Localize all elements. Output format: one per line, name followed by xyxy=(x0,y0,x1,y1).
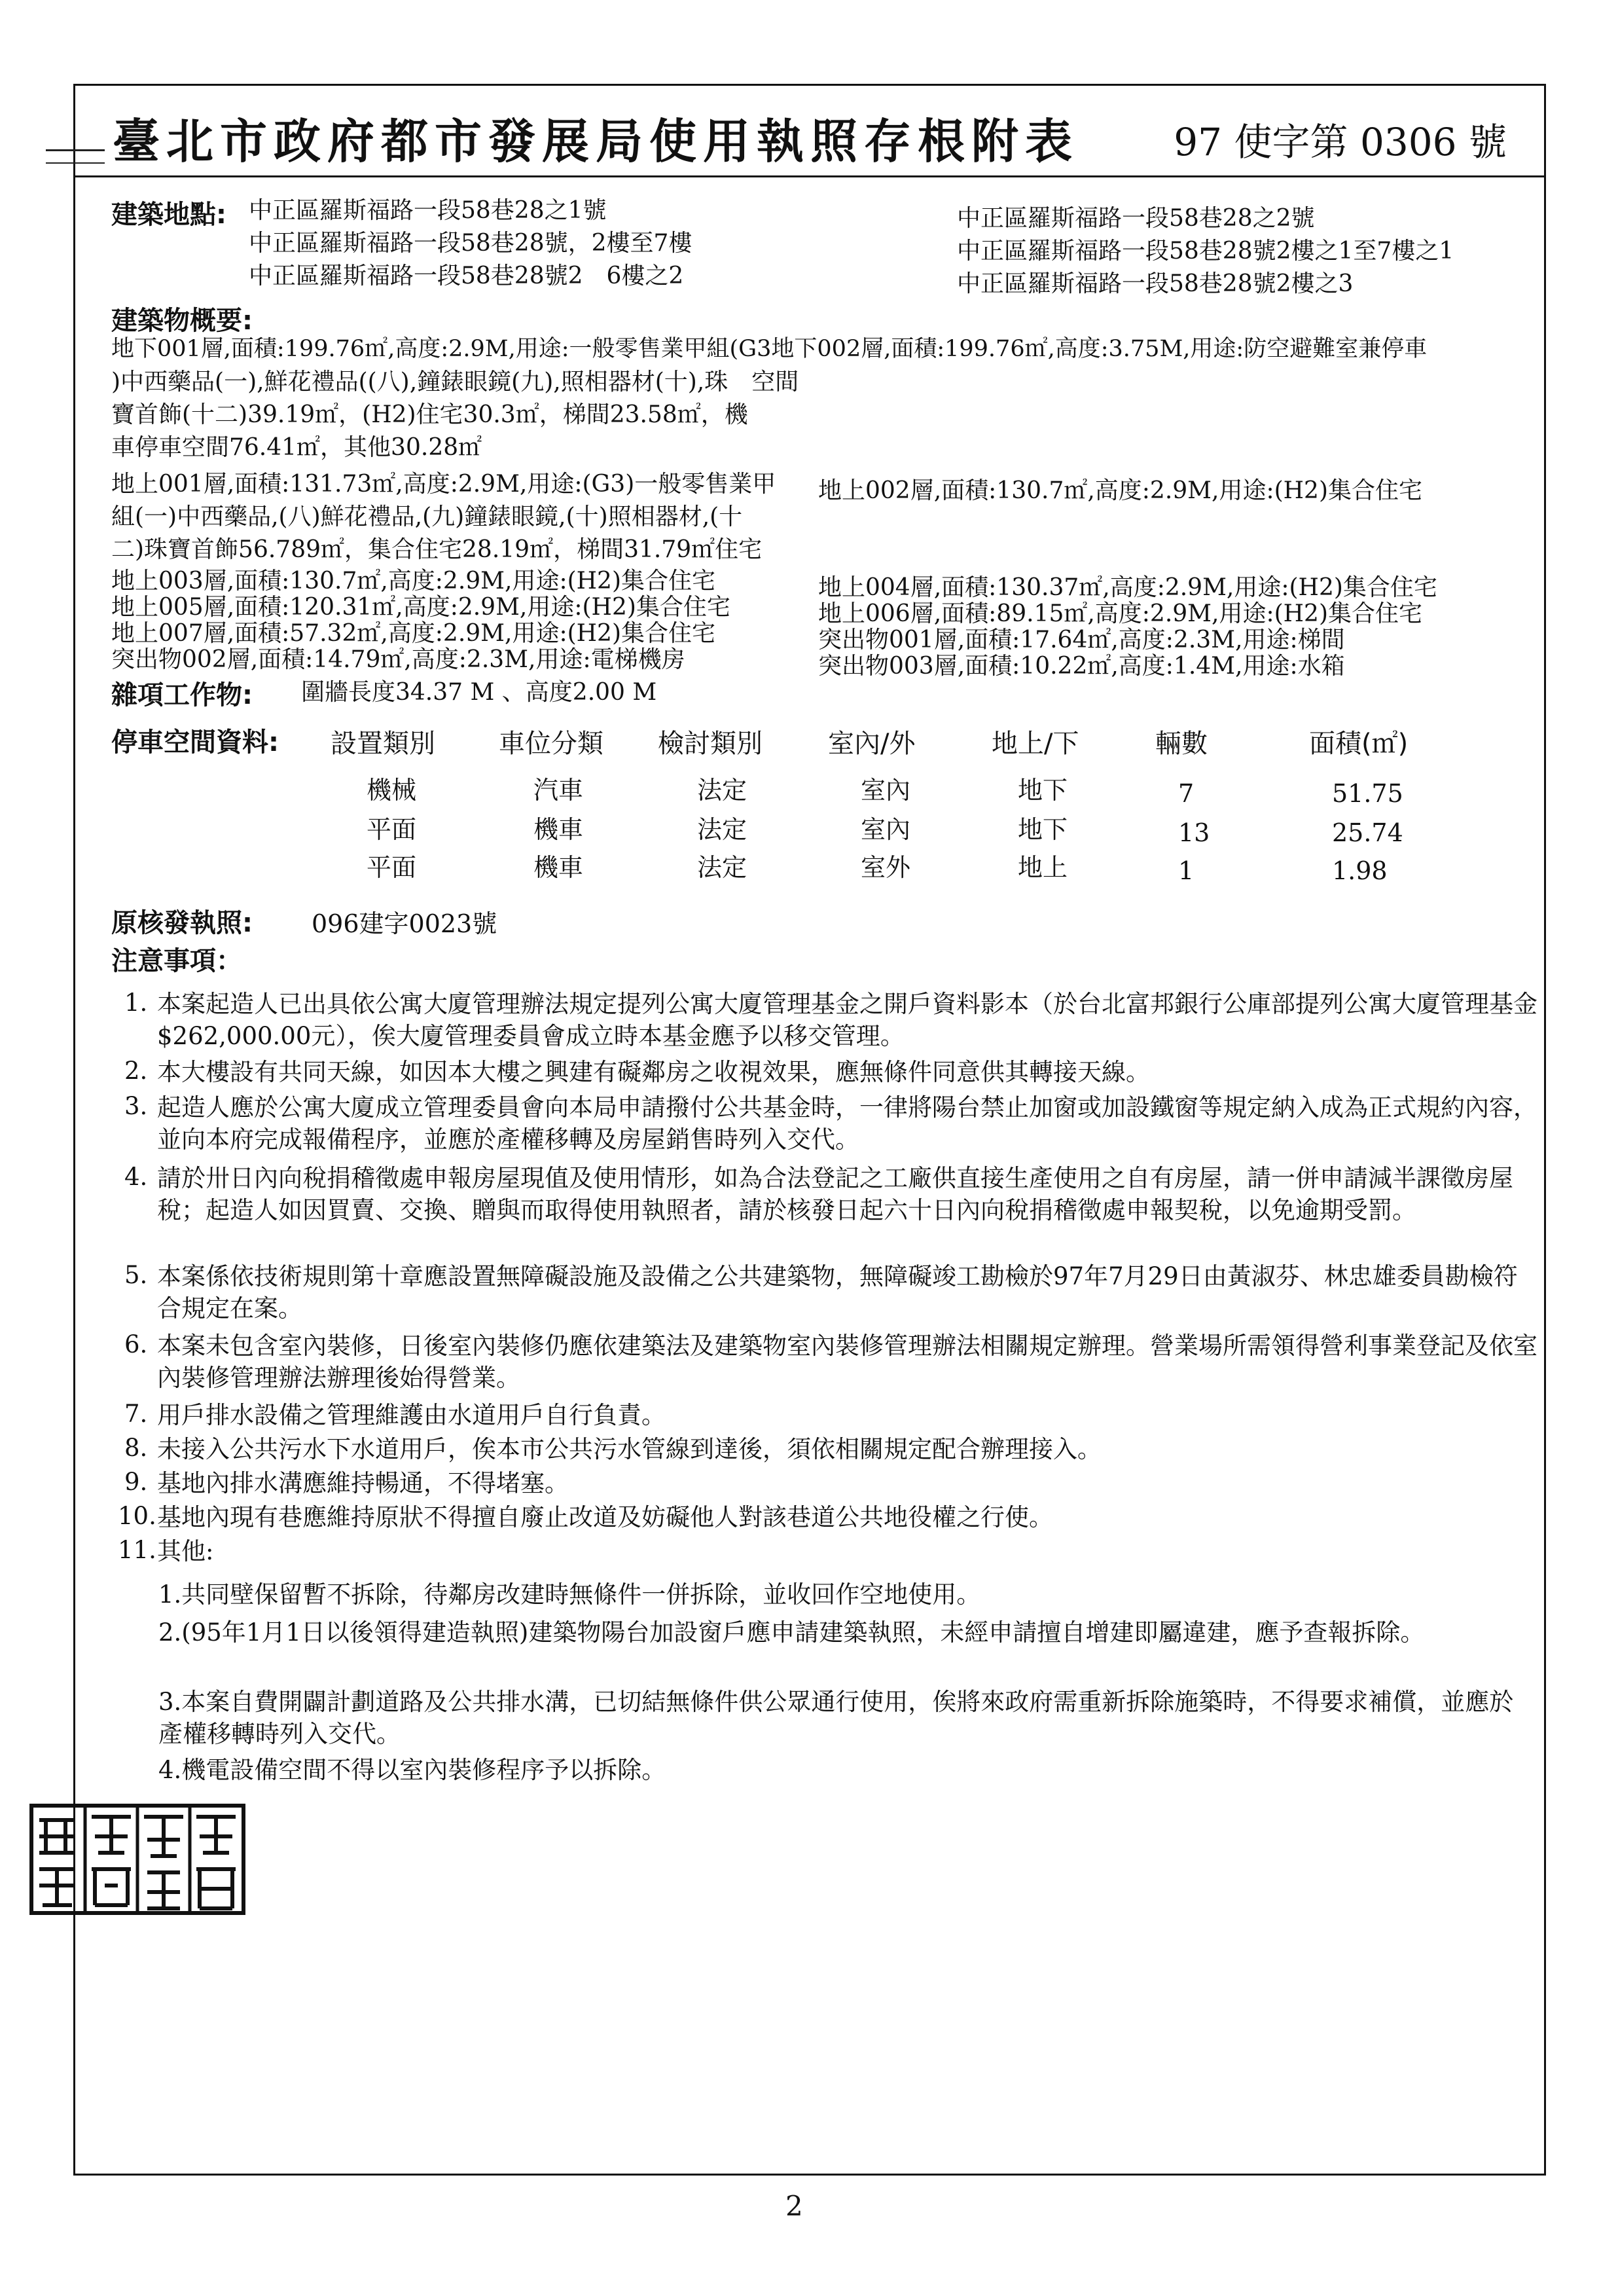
overview-label: 建築物概要: xyxy=(111,306,253,336)
original-permit-label: 原核發執照: xyxy=(111,908,253,938)
address-right-3: 中正區羅斯福路一段58巷28號2樓之3 xyxy=(957,270,1354,297)
overview-b1-line-4: 車停車空間76.41㎡，其他30.28㎡ xyxy=(111,434,482,461)
document-title: 臺北市政府都市發展局使用執照存根附表 xyxy=(113,113,1079,169)
permit-number: 97 使字第 0306 號 xyxy=(1174,120,1507,164)
parking-header-area: 面積(㎡) xyxy=(1309,729,1409,759)
parking-cell: 法定 xyxy=(697,776,747,805)
note-number: 4. xyxy=(124,1163,148,1191)
overview-f1-line-3: 二)珠寶首飾56.789㎡，集合住宅28.19㎡，梯間31.79㎡住宅 xyxy=(111,536,763,563)
parking-cell: 機械 xyxy=(367,776,417,805)
address-left-1: 中正區羅斯福路一段58巷28之1號 xyxy=(249,197,607,224)
address-label: 建築地點: xyxy=(111,200,226,230)
official-seal-stamp xyxy=(26,1800,249,1918)
title-divider xyxy=(73,175,1546,177)
misc-works-label: 雜項工作物: xyxy=(111,680,253,710)
sub-note: 2.(95年1月1日以後領得建造執照)建築物陽台加設窗戶應申請建築執照，未經申請擅自增建即屬違建，應予查報拆除。 xyxy=(158,1618,1425,1647)
parking-cell: 法定 xyxy=(697,815,747,844)
address-left-2: 中正區羅斯福路一段58巷28號，2樓至7樓 xyxy=(249,230,692,257)
overview-row-left-4: 突出物002層,面積:14.79㎡,高度:2.3M,用途:電梯機房 xyxy=(111,646,685,673)
note-text: 基地內現有巷應維持原狀不得擅自廢止改道及妨礙他人對該巷道公共地役權之行使。 xyxy=(157,1503,1053,1531)
parking-label: 停車空間資料: xyxy=(111,727,279,757)
note-number: 11. xyxy=(118,1536,156,1564)
note-text: 基地內排水溝應維持暢通，不得堵塞。 xyxy=(157,1469,569,1497)
parking-header-indoor: 室內/外 xyxy=(828,729,916,759)
original-permit-value: 096建字0023號 xyxy=(312,909,497,938)
overview-row-right-3: 突出物001層,面積:17.64㎡,高度:2.3M,用途:梯間 xyxy=(818,627,1345,653)
note-number: 10. xyxy=(118,1502,156,1530)
note-number: 1. xyxy=(124,989,148,1017)
note-number: 3. xyxy=(124,1092,148,1120)
parking-cell: 地下 xyxy=(1018,815,1068,844)
overview-f1-line-1: 地上001層,面積:131.73㎡,高度:2.9M,用途:(G3)一般零售業甲 xyxy=(111,471,776,498)
parking-cell: 汽車 xyxy=(533,776,584,805)
note-number: 7. xyxy=(124,1400,148,1428)
address-right-1: 中正區羅斯福路一段58巷28之2號 xyxy=(957,205,1315,232)
parking-cell: 1 xyxy=(1178,856,1195,885)
note-text: 起造人應於公寓大廈成立管理委員會向本局申請撥付公共基金時，一律將陽台禁止加窗或加設鐵窗等規定納入成為正式規約內容，並向本府完成報備程序，並應於產權移轉及房屋銷售時列入交代。 xyxy=(157,1093,1537,1154)
note-text: 請於卅日內向稅捐稽徵處申報房屋現值及使用情形，如為合法登記之工廠供直接生產使用之自有房屋，請一併申請減半課徵房屋稅；起造人如因買賣、交換、贈與而取得使用執照者，請於核發日起六十日內向稅捐稽徵處申報契稅，以免逾期受罰。 xyxy=(157,1164,1513,1224)
parking-cell: 機車 xyxy=(533,853,584,882)
parking-cell: 7 xyxy=(1178,779,1195,808)
note-number: 6. xyxy=(124,1330,148,1358)
address-left-3: 中正區羅斯福路一段58巷28號2 6樓之2 xyxy=(249,263,684,289)
sub-note: 4.機電設備空間不得以室內裝修程序予以拆除。 xyxy=(158,1756,666,1784)
note-number: 2. xyxy=(124,1057,148,1085)
sub-note: 3.本案自費開闢計劃道路及公共排水溝，已切結無條件供公眾通行使用，俟將來政府需重新拆除施築時，不得要求補償，並應於產權移轉時列入交代。 xyxy=(158,1688,1514,1748)
misc-works-value: 圍牆長度34.37 M 、高度2.00 M xyxy=(301,679,657,706)
parking-cell: 法定 xyxy=(697,853,747,882)
overview-row-right-1: 地上004層,面積:130.37㎡,高度:2.9M,用途:(H2)集合住宅 xyxy=(818,574,1437,601)
overview-row-right-4: 突出物003層,面積:10.22㎡,高度:1.4M,用途:水箱 xyxy=(818,653,1345,680)
note-text: 本大樓設有共同天線，如因本大樓之興建有礙鄰房之收視效果，應無條件同意供其轉接天線。 xyxy=(157,1058,1150,1086)
note-text: 本案未包含室內裝修，日後室內裝修仍應依建築法及建築物室內裝修管理辦法相關規定辦理。營業場所需領得營利事業登記及依室內裝修管理辦法辦理後始得營業。 xyxy=(157,1332,1537,1392)
overview-b1-line-3: 寶首飾(十二)39.19㎡，(H2)住宅30.3㎡，梯間23.58㎡，機 xyxy=(111,401,748,428)
overview-row-left-3: 地上007層,面積:57.32㎡,高度:2.9M,用途:(H2)集合住宅 xyxy=(111,620,715,647)
note-number: 5. xyxy=(124,1261,148,1289)
title-row xyxy=(73,84,1546,182)
note-text: 未接入公共污水下水道用戶，俟本市公共污水管線到達後，須依相關規定配合辦理接入。 xyxy=(157,1435,1102,1463)
parking-header-review: 檢討類別 xyxy=(658,729,763,759)
sub-note: 1.共同壁保留暫不拆除，待鄰房改建時無條件一併拆除，並收回作空地使用。 xyxy=(158,1580,981,1609)
overview-b1-line-1: 地下001層,面積:199.76㎡,高度:2.9M,用途:一般零售業甲組(G3地下002層,面積:199.76㎡,高度:3.75M,用途:防空避難室兼停車 xyxy=(111,336,1428,362)
parking-header-type: 設置類別 xyxy=(331,729,435,759)
note-text: 用戶排水設備之管理維護由水道用戶自行負責。 xyxy=(157,1401,666,1429)
overview-f2: 地上002層,面積:130.7㎡,高度:2.9M,用途:(H2)集合住宅 xyxy=(818,477,1422,504)
notes-label: 注意事項： xyxy=(111,946,242,976)
note-text: 本案起造人已出具依公寓大廈管理辦法規定提列公寓大廈管理基金之開戶資料影本（於台北富邦銀行公庫部提列公寓大廈管理基金$262,000.00元），俟大廈管理委員會成立時本基金應予以移交管理。 xyxy=(157,990,1537,1050)
parking-cell: 機車 xyxy=(533,815,584,844)
overview-row-left-2: 地上005層,面積:120.31㎡,高度:2.9M,用途:(H2)集合住宅 xyxy=(111,594,730,621)
note-number: 8. xyxy=(124,1434,148,1462)
parking-cell: 室外 xyxy=(861,853,911,882)
parking-cell: 地下 xyxy=(1018,776,1068,805)
overview-b1-line-2: )中西藥品(一),鮮花禮品((八),鐘錶眼鏡(九),照相器材(十),珠 空間 xyxy=(111,369,799,395)
parking-header-category: 車位分類 xyxy=(499,729,603,759)
parking-cell: 平面 xyxy=(367,853,417,882)
parking-cell: 51.75 xyxy=(1332,779,1403,808)
overview-row-left-1: 地上003層,面積:130.7㎡,高度:2.9M,用途:(H2)集合住宅 xyxy=(111,568,715,594)
parking-cell: 平面 xyxy=(367,815,417,844)
page-number: 2 xyxy=(785,2190,803,2222)
note-text: 其他: xyxy=(157,1537,214,1565)
parking-cell: 室內 xyxy=(861,776,911,805)
note-number: 9. xyxy=(124,1468,148,1496)
parking-cell: 25.74 xyxy=(1332,818,1403,847)
overview-f1-line-2: 組(一)中西藥品,(八)鮮花禮品,(九)鐘錶眼鏡,(十)照相器材,(十 xyxy=(111,503,743,530)
parking-cell: 室內 xyxy=(861,815,911,844)
note-text: 本案係依技術規則第十章應設置無障礙設施及設備之公共建築物，無障礙竣工勘檢於97年7月29日由黃淑芬、林忠雄委員勘檢符合規定在案。 xyxy=(157,1262,1518,1322)
overview-row-right-2: 地上006層,面積:89.15㎡,高度:2.9M,用途:(H2)集合住宅 xyxy=(818,600,1422,627)
parking-header-level: 地上/下 xyxy=(992,729,1079,759)
parking-cell: 地上 xyxy=(1018,853,1068,882)
parking-cell: 13 xyxy=(1178,818,1210,847)
address-right-2: 中正區羅斯福路一段58巷28號2樓之1至7樓之1 xyxy=(957,238,1454,264)
parking-header-count: 輛數 xyxy=(1155,729,1208,759)
parking-cell: 1.98 xyxy=(1332,856,1388,885)
